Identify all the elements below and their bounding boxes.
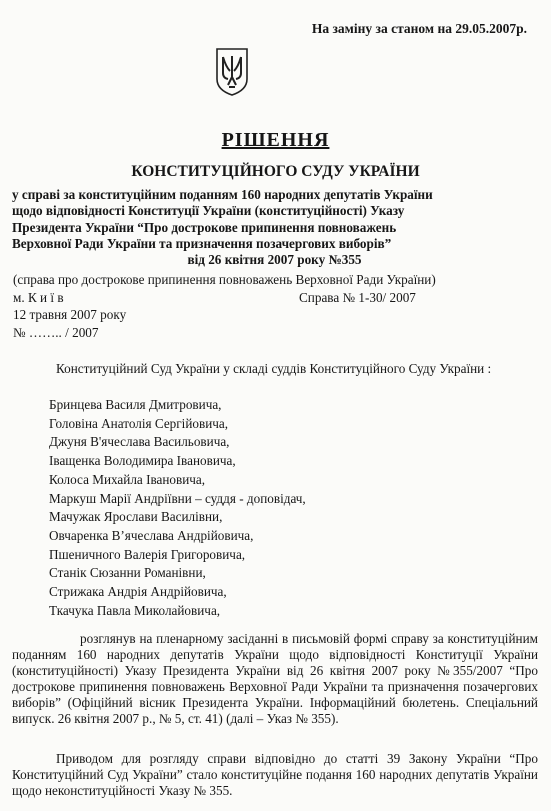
trident-coat-of-arms-icon — [215, 47, 249, 97]
judge-name: Джуня В'ячеслава Васильовича, — [49, 434, 230, 450]
decision-number: № …….. / 2007 — [13, 325, 99, 340]
document-title: РІШЕННЯ — [221, 129, 330, 151]
heading-line: у справі за конституційним поданням 160 народних депутатів України — [12, 187, 433, 202]
revision-stamp: На заміну за станом на 29.05.2007р. — [311, 21, 527, 36]
heading-line: Верховної Ради України та призначення позачергових виборів” — [12, 235, 392, 251]
court-name: КОНСТИТУЦІЙНОГО СУДУ УКРАЇНИ — [131, 163, 420, 180]
judge-name: Мачужак Ярослави Василівни, — [49, 509, 223, 525]
intro-paragraph: Конституційний Суд України у складі суддів Конституційного Суду України : — [56, 361, 492, 376]
case-number: Справа № 1-30/ 2007 — [299, 290, 416, 305]
city-label: м. К и ї в — [13, 290, 64, 305]
judge-name: Головіна Анатолія Сергійовича, — [49, 415, 229, 431]
judge-name: Іващенка Володимира Івановича, — [49, 453, 236, 469]
judge-name: Стрижака Андрія Андрійовича, — [49, 584, 227, 600]
judge-name: Пшеничного Валерія Григоровича, — [49, 546, 246, 562]
heading-line: Президента України “Про дострокове припинення повноважень — [12, 219, 397, 235]
judge-name: Ткачука Павла Миколайовича, — [49, 602, 221, 618]
heading-line: щодо відповідності Конституції України (конституційності) Указу — [12, 203, 405, 219]
judges-list — [49, 396, 306, 620]
heading-line: від 26 квітня 2007 року №355 — [187, 252, 362, 268]
judge-name: Бринцева Василя Дмитровича, — [49, 397, 222, 412]
judge-name: Овчаренка В’ячеслава Андрійовича, — [49, 527, 254, 543]
case-heading — [12, 187, 537, 268]
body-paragraph-1: розглянув на пленарному засіданні в письмовій формі справу за конституційним поданням 160 народних депутатів України щодо відповідності Конституції України (конституційності) Указу Президента України від 26 квітня 2007 року №355/2007 “Про дострокове припинення повноважень Верховної Ради України та призначення позачергових виборів” (Офіційний вісник Президента України. Інформаційний бюлетень. Спеціальний випуск. 26 квітня 2007 р., № 5, ст. 41) (далі – Указ № 355). — [12, 631, 538, 726]
case-short-title: (справа про дострокове припинення повноважень Верховної Ради України) — [13, 272, 436, 287]
decision-date: 12 травня 2007 року — [13, 307, 127, 322]
judge-name: Колоса Михайла Івановича, — [49, 471, 206, 487]
body-paragraph-2: Приводом для розгляду справи відповідно до статті 39 Закону України “Про Конституційний Суд України” стало конституційне подання 160 народних депутатів України щодо неконституційності Указу № 355. — [12, 751, 538, 798]
judge-name: Маркуш Марії Андріївни – суддя - доповідач, — [49, 490, 306, 506]
judge-name: Станік Сюзанни Романівни, — [49, 565, 206, 581]
